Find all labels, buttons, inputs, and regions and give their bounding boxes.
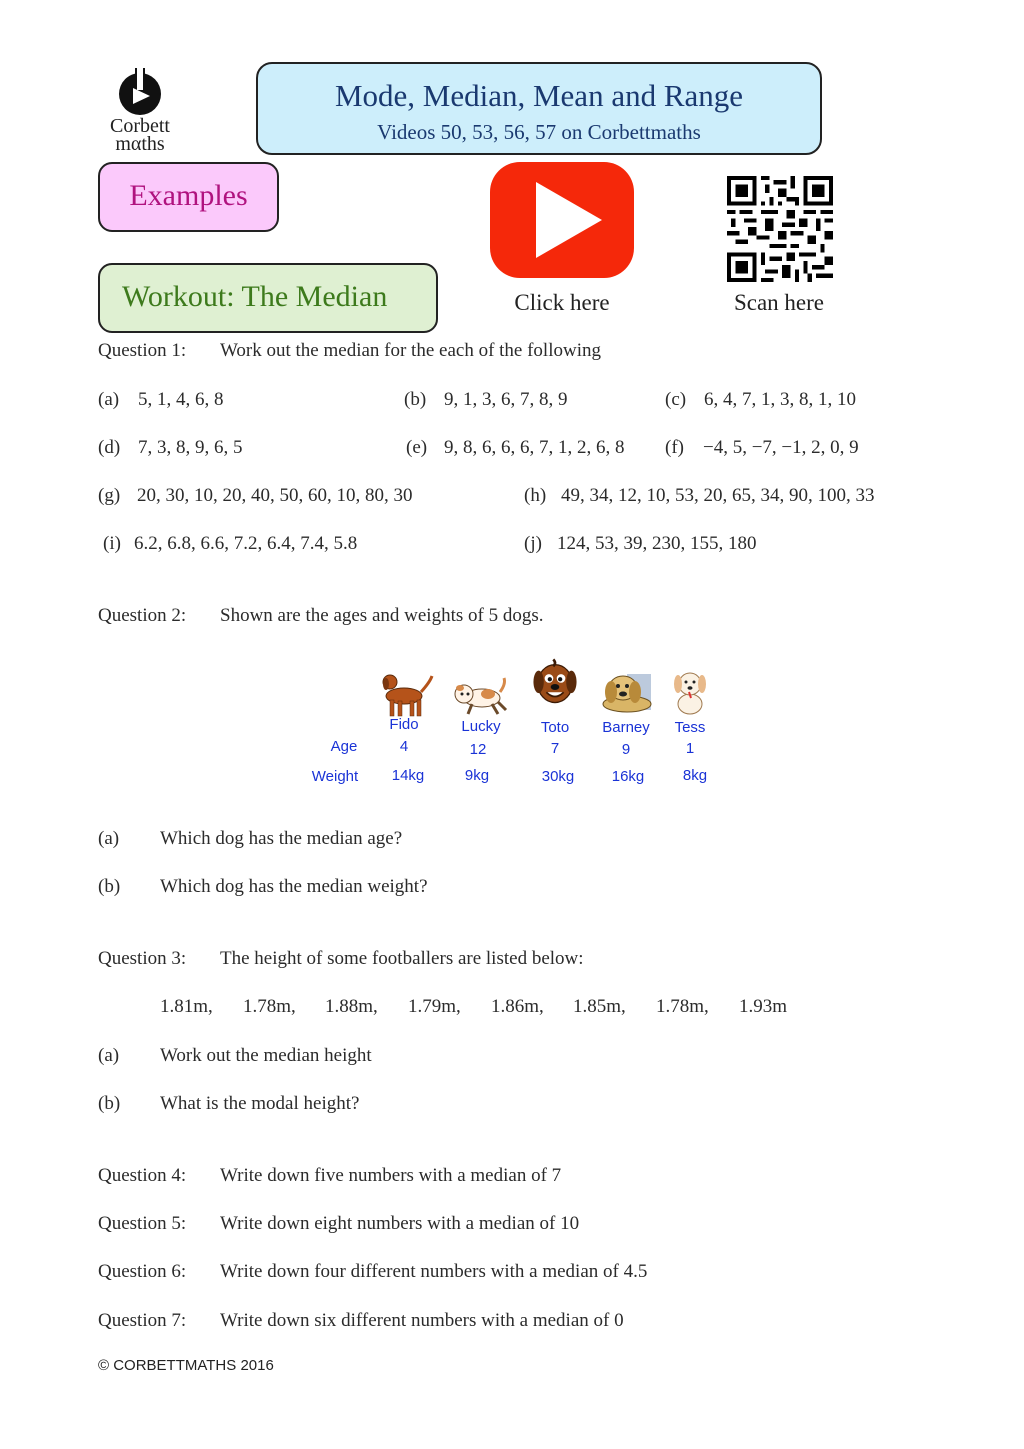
q3b-label: (b) (98, 1093, 121, 1114)
q1j-label: (j) (524, 533, 542, 554)
height-value: 1.81m, (160, 996, 213, 1017)
q5-label: Question 5: (98, 1213, 187, 1234)
q5-text: Write down eight numbers with a median of 10 (220, 1213, 580, 1234)
dog-age-barney: 9 (621, 741, 631, 758)
q7-label: Question 7: (98, 1310, 187, 1331)
title-box (256, 62, 822, 155)
age-row-label: Age (330, 738, 358, 755)
q2-label: Question 2: (98, 605, 187, 626)
dog-tess-icon (662, 666, 718, 716)
examples-label: Examples (129, 179, 248, 212)
height-value: 1.78m, (243, 996, 296, 1017)
q1a-label: (a) (98, 389, 120, 410)
q3-text: The height of some footballers are listed below: (220, 948, 584, 969)
q1d-values: 7, 3, 8, 9, 6, 5 (138, 437, 243, 458)
dog-name-fido: Fido (389, 716, 419, 733)
height-value: 1.79m, (408, 996, 461, 1017)
q1f-label: (f) (665, 437, 684, 458)
q1g-values: 20, 30, 10, 20, 40, 50, 60, 10, 80, 30 (137, 485, 413, 506)
height-value: 1.86m, (491, 996, 544, 1017)
q7-text: Write down six different numbers with a median of 0 (220, 1310, 624, 1331)
height-value: 1.78m, (656, 996, 709, 1017)
q1h-values: 49, 34, 12, 10, 53, 20, 65, 34, 90, 100, 33 (561, 485, 875, 506)
dog-age-tess: 1 (685, 740, 695, 757)
scan-here-label: Scan here (733, 290, 825, 315)
logo-emblem-icon (100, 66, 180, 116)
q6-label: Question 6: (98, 1261, 187, 1282)
height-value: 1.93m (739, 996, 788, 1017)
q1c-values: 6, 4, 7, 1, 3, 8, 1, 10 (704, 389, 856, 410)
dog-lucky-icon (452, 672, 508, 722)
dog-name-toto: Toto (540, 719, 570, 736)
dog-toto-icon (527, 656, 583, 706)
logo-line1: Corbett (110, 115, 170, 137)
q1d-label: (d) (98, 437, 121, 458)
dog-fido-icon (378, 668, 434, 718)
q1j-values: 124, 53, 39, 230, 155, 180 (557, 533, 757, 554)
page-title: Mode, Median, Mean and Range (334, 78, 744, 113)
dog-weight-toto: 30kg (541, 768, 575, 785)
q1c-label: (c) (665, 389, 687, 410)
q2-text: Shown are the ages and weights of 5 dogs. (220, 605, 544, 626)
q2a-label: (a) (98, 828, 120, 849)
q1a-values: 5, 1, 4, 6, 8 (138, 389, 224, 410)
q2b-label: (b) (98, 876, 121, 897)
qr-code-icon[interactable] (727, 176, 833, 282)
dog-name-lucky: Lucky (461, 718, 501, 735)
q4-text: Write down five numbers with a median of 7 (220, 1165, 562, 1186)
q3b-text: What is the modal height? (160, 1093, 360, 1114)
dog-weight-lucky: 9kg (464, 767, 490, 784)
q1i-label: (i) (103, 533, 121, 554)
dog-age-lucky: 12 (469, 741, 487, 758)
dog-weight-tess: 8kg (682, 767, 708, 784)
q4-label: Question 4: (98, 1165, 187, 1186)
copyright-footer: © CORBETTMATHS 2016 (98, 1357, 274, 1374)
q1g-label: (g) (98, 485, 121, 506)
q2b-text: Which dog has the median weight? (160, 876, 428, 897)
weight-row-label: Weight (311, 768, 359, 785)
q1-text: Work out the median for the each of the following (220, 340, 601, 361)
height-value: 1.85m, (573, 996, 626, 1017)
click-here-link[interactable]: Click here (514, 290, 610, 315)
dog-name-tess: Tess (674, 719, 706, 736)
dog-age-toto: 7 (550, 740, 560, 757)
workout-label: Workout: The Median (122, 280, 388, 313)
examples-button[interactable] (98, 162, 279, 232)
page-subtitle: Videos 50, 53, 56, 57 on Corbettmaths (377, 120, 701, 144)
dog-age-fido: 4 (399, 738, 409, 755)
workout-heading (98, 263, 438, 333)
height-value: 1.88m, (325, 996, 378, 1017)
q1b-label: (b) (404, 389, 427, 410)
q3a-label: (a) (98, 1045, 120, 1066)
q1f-values: −4, 5, −7, −1, 2, 0, 9 (703, 437, 859, 458)
q3a-text: Work out the median height (160, 1045, 372, 1066)
q1-label: Question 1: (98, 340, 187, 361)
q1b-values: 9, 1, 3, 6, 7, 8, 9 (444, 389, 568, 410)
q1h-label: (h) (524, 485, 547, 506)
q2a-text: Which dog has the median age? (160, 828, 403, 849)
dog-name-barney: Barney (602, 719, 650, 736)
dog-barney-icon (597, 664, 653, 714)
q3-label: Question 3: (98, 948, 187, 969)
logo-line2: mαths (115, 133, 165, 155)
q1e-values: 9, 8, 6, 6, 6, 7, 1, 2, 6, 8 (444, 437, 625, 458)
q1e-label: (e) (406, 437, 428, 458)
corbettmaths-logo (100, 66, 180, 158)
q6-text: Write down four different numbers with a median of 4.5 (220, 1261, 648, 1282)
dog-weight-barney: 16kg (611, 768, 645, 785)
q1i-values: 6.2, 6.8, 6.6, 7.2, 6.4, 7.4, 5.8 (134, 533, 358, 554)
play-video-icon[interactable] (490, 162, 634, 278)
dog-weight-fido: 14kg (391, 767, 425, 784)
